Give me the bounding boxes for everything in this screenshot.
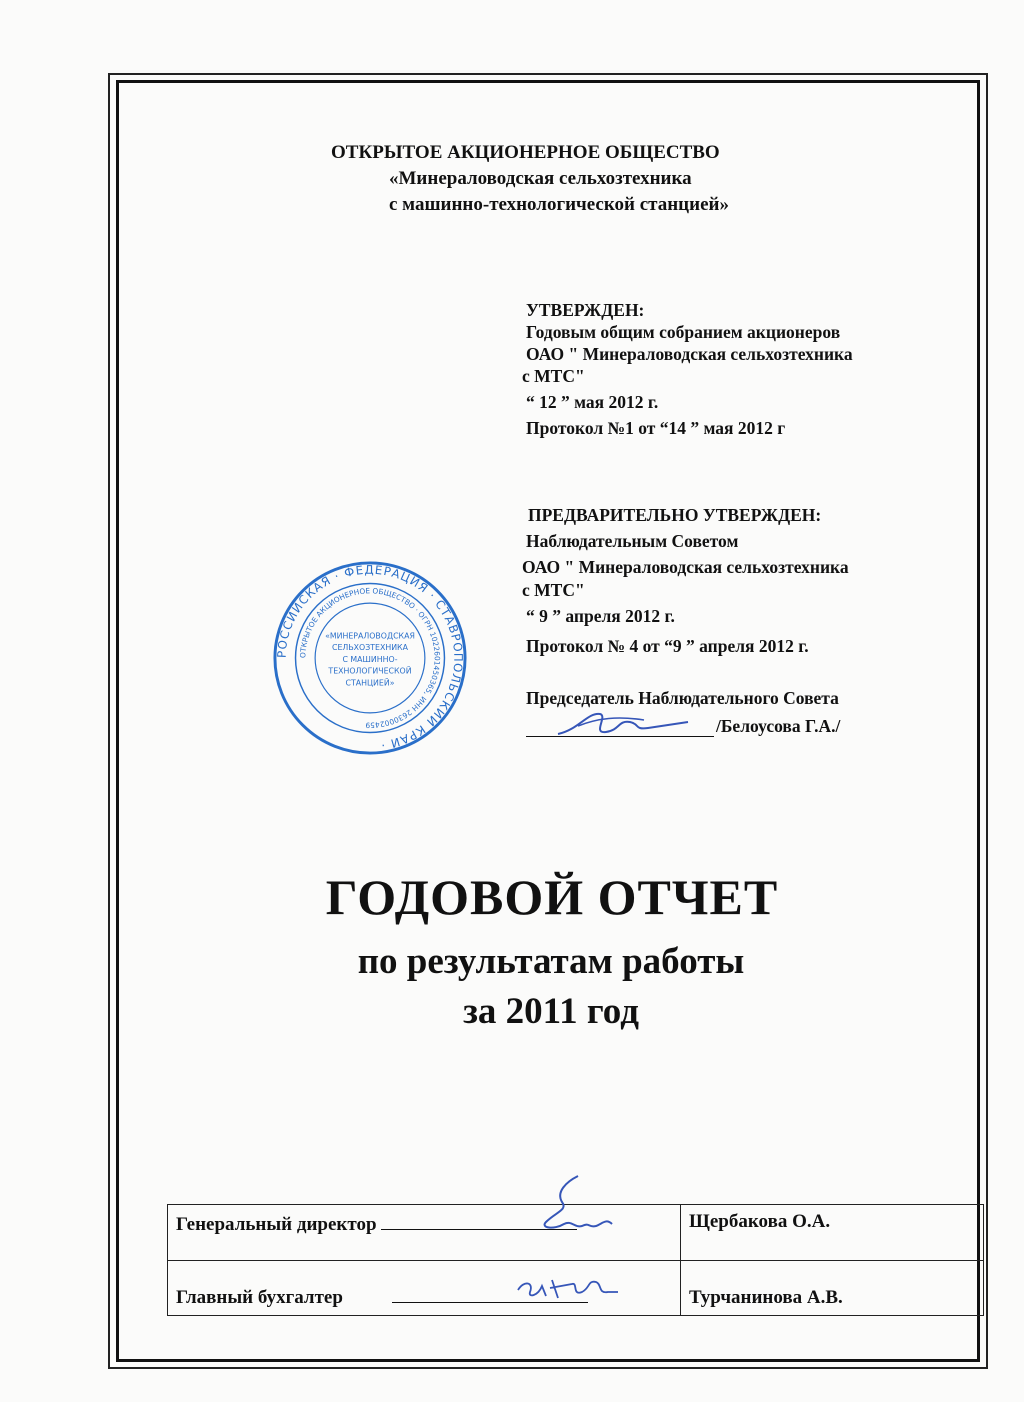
approved-line3: с МТС" <box>522 366 585 386</box>
preliminary-heading: ПРЕДВАРИТЕЛЬНО УТВЕРЖДЕН: <box>528 505 822 525</box>
preliminary-line2: ОАО " Минераловодская сельхозтехника <box>522 557 849 577</box>
svg-text:«МИНЕРАЛОВОДСКАЯ: «МИНЕРАЛОВОДСКАЯ <box>325 631 415 641</box>
preliminary-line3: с МТС" <box>522 580 585 600</box>
chair-name: /Белоусова Г.А./ <box>716 716 841 736</box>
svg-text:СТАНЦИЕЙ»: СТАНЦИЕЙ» <box>345 678 395 688</box>
accountant-label: Главный бухгалтер <box>176 1287 343 1308</box>
approved-heading: УТВЕРЖДЕН: <box>526 300 645 320</box>
accountant-name: Турчанинова А.В. <box>681 1261 984 1316</box>
report-subtitle-2: за 2011 год <box>463 991 639 1032</box>
report-title: ГОДОВОЙ ОТЧЕТ <box>325 869 779 925</box>
org-name-line2: с машинно-технологической станцией» <box>389 194 729 215</box>
company-seal <box>272 560 468 756</box>
director-signature <box>516 1172 626 1242</box>
approved-protocol: Протокол №1 от “14 ” мая 2012 г <box>526 418 786 438</box>
svg-text:ТЕХНОЛОГИЧЕСКОЙ: ТЕХНОЛОГИЧЕСКОЙ <box>328 666 412 676</box>
svg-text:СЕЛЬХОЗТЕХНИКА: СЕЛЬХОЗТЕХНИКА <box>332 643 408 653</box>
approved-line2: ОАО " Минераловодская сельхозтехника <box>526 344 853 364</box>
chair-signature <box>548 700 698 746</box>
approved-line1: Годовым общим собранием акционеров <box>526 322 841 342</box>
svg-text:РОССИЙСКАЯ · ФЕДЕРАЦИЯ · СТАВР: РОССИЙСКАЯ · ФЕДЕРАЦИЯ · СТАВРОПОЛЬСКИЙ КРАЙ · <box>274 562 466 753</box>
director-label: Генеральный директор <box>176 1214 377 1235</box>
preliminary-line1: Наблюдательным Советом <box>526 531 739 551</box>
approved-date: “ 12 ” мая 2012 г. <box>526 392 659 412</box>
report-subtitle-1: по результатам работы <box>357 941 745 982</box>
preliminary-date: “ 9 ” апреля 2012 г. <box>526 606 675 626</box>
svg-text:ОТКРЫТОЕ АКЦИОНЕРНОЕ ОБЩЕСТВО: ОТКРЫТОЕ АКЦИОНЕРНОЕ ОБЩЕСТВО · ОГРН 1022601450365, ИНН 2630002459 <box>298 586 442 730</box>
accountant-signature <box>512 1270 622 1304</box>
org-type: ОТКРЫТОЕ АКЦИОНЕРНОЕ ОБЩЕСТВО <box>331 142 720 163</box>
chair-label: Председатель Наблюдательного Совета <box>526 688 839 708</box>
director-name: Щербакова О.А. <box>681 1205 984 1261</box>
svg-text:С МАШИННО-: С МАШИННО- <box>342 654 398 664</box>
org-name-line1: «Минераловодская сельхозтехника <box>389 168 692 189</box>
preliminary-protocol: Протокол № 4 от “9 ” апреля 2012 г. <box>526 636 809 656</box>
